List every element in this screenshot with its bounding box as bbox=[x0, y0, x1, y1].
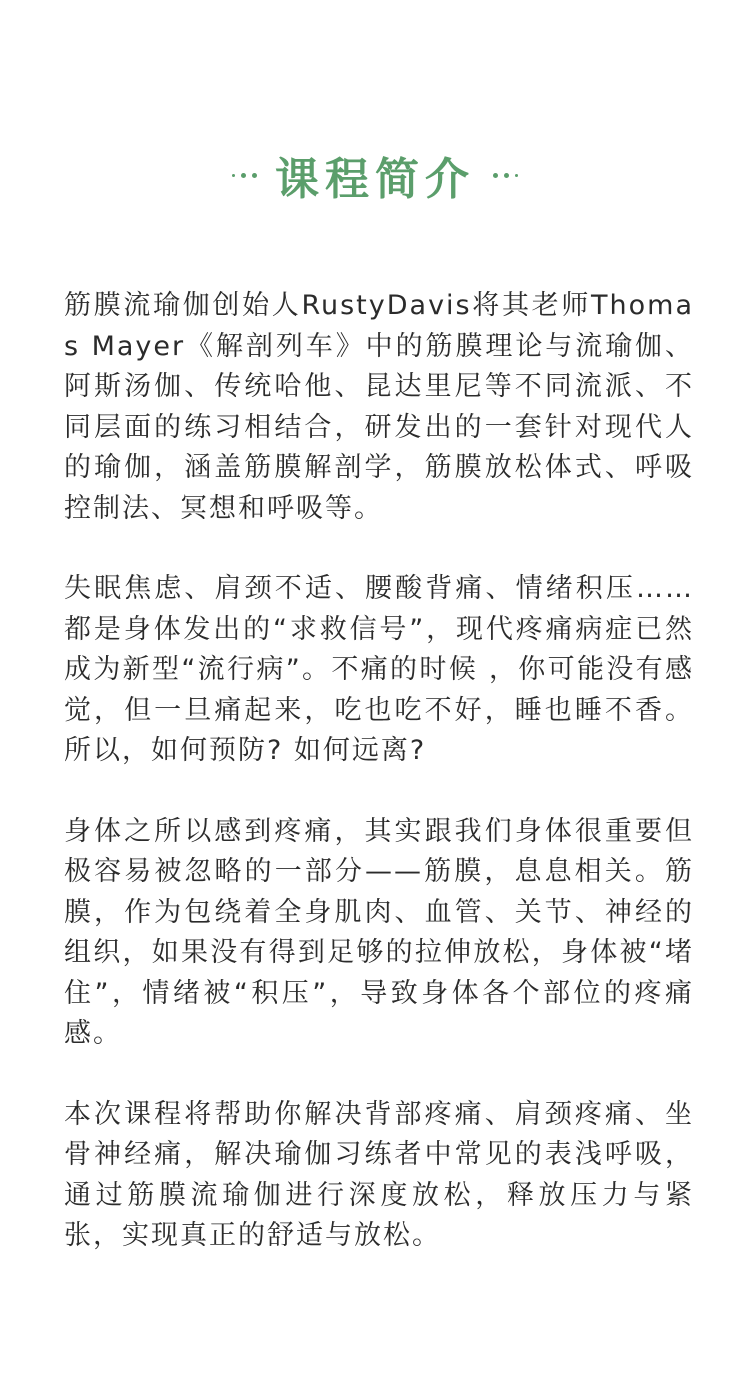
ornament-dot bbox=[241, 173, 246, 178]
ornament-dot bbox=[515, 174, 518, 177]
ornament-dot bbox=[504, 173, 509, 178]
section-header bbox=[0, 140, 750, 210]
ornament-dot bbox=[252, 173, 257, 178]
ornament-dot bbox=[493, 173, 498, 178]
paragraph-pain-symptoms: 失眠焦虑、肩颈不适、腰酸背痛、情绪积压……都是身体发出的“求救信号”，现代疼痛病症已然成为新型“流行病”。不痛的时候 ，你可能没有感觉，但一旦痛起来，吃也吃不好，睡也睡不香。所以，如何预防? 如何远离? bbox=[64, 573, 694, 766]
intro-body bbox=[64, 286, 694, 1257]
paragraph-founder: 筋膜流瑜伽创始人RustyDavis将其老师Thomas Mayer《解剖列车》中的筋膜理论与流瑜伽、阿斯汤伽、传统哈他、昆达里尼等不同流派、不同层面的练习相结合，研发出的一套针对现代人的瑜伽，涵盖筋膜解剖学，筋膜放松体式、呼吸控制法、冥想和呼吸等。 bbox=[64, 290, 694, 524]
left-dots-ornament bbox=[232, 140, 257, 210]
paragraph-course-benefits: 本次课程将帮助你解决背部疼痛、肩颈疼痛、坐骨神经痛，解决瑜伽习练者中常见的表浅呼吸，通过筋膜流瑜伽进行深度放松，释放压力与紧张，实现真正的舒适与放松。 bbox=[64, 1098, 694, 1251]
right-dots-ornament bbox=[493, 140, 518, 210]
ornament-dot bbox=[232, 174, 235, 177]
paragraph-fascia: 身体之所以感到疼痛，其实跟我们身体很重要但极容易被忽略的一部分——筋膜，息息相关。筋膜，作为包绕着全身肌肉、血管、关节、神经的组织，如果没有得到足够的拉伸放松，身体被“堵住”，情绪被“积压”，导致身体各个部位的疼痛感。 bbox=[64, 815, 694, 1049]
section-title: 课程简介 bbox=[275, 154, 475, 205]
